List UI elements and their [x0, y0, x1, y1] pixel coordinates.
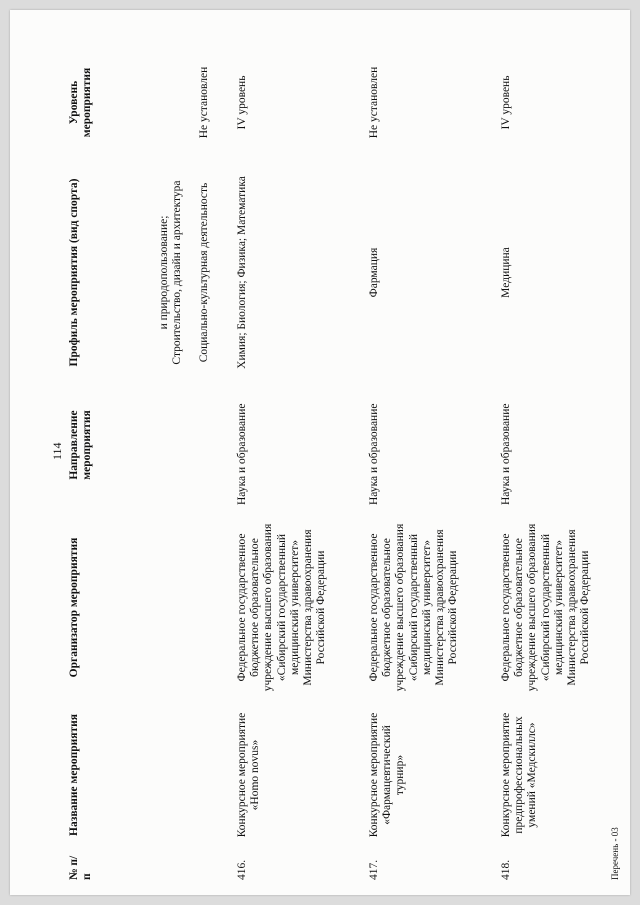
organizer-cell: Федеральное государственное бюджетное образовательное учреждение высшего образования «Сибирский государственный медицинский университет» Министерства здравоохранения Российской Федерации [236, 523, 328, 692]
profile-line: Химия; Биология; Физика; Математика [236, 176, 248, 369]
name-cell: Конкурсное мероприятие предпрофессиональных умений «Медскиллс» [500, 712, 539, 838]
num-cell: 418. [500, 859, 512, 880]
header-num: № п/п [68, 855, 94, 880]
profile-cell [368, 175, 381, 370]
profile-cell [198, 175, 211, 370]
document-page [10, 10, 630, 895]
level-cell: Не установлен [368, 66, 380, 139]
level-cell: IV уровень [500, 75, 512, 130]
direction-cell: Наука и образование [236, 403, 248, 505]
profile-line: и природопользование; [158, 215, 170, 330]
organizer-cell: Федеральное государственное бюджетное образовательное учреждение высшего образования «Сибирский государственный медицинский университет» Министерства здравоохранения Российской Федерации [368, 523, 460, 692]
header-organizer: Организатор мероприятия [68, 537, 80, 678]
header-direction: Направление мероприятия [68, 410, 94, 480]
level-cell: IV уровень [236, 75, 248, 130]
direction-cell: Наука и образование [368, 403, 380, 505]
rotated-content [50, 40, 630, 880]
organizer-cell: Федеральное государственное бюджетное образовательное учреждение высшего образования «Сибирский государственный медицинский университет» Министерства здравоохранения Российской Федерации [500, 523, 592, 692]
page-number: 114 [50, 442, 64, 460]
profile-line: Строительство, дизайн и архитектура [171, 180, 184, 365]
profile-line: Социально-культурная деятельность [198, 182, 210, 363]
num-cell: 417. [368, 859, 380, 880]
name-cell: Конкурсное мероприятие «Фармацевтический турнир» [368, 712, 407, 838]
header-profile: Профиль мероприятия (вид спорта) [68, 178, 80, 367]
profile-line: Медицина [500, 247, 512, 298]
profile-cell [236, 175, 249, 370]
num-cell: 416. [236, 859, 248, 880]
profile-cell [500, 175, 513, 370]
header-name: Название мероприятия [68, 714, 80, 836]
header-level: Уровень мероприятия [68, 67, 94, 138]
footer-code: Перечень - 03 [610, 827, 620, 880]
level-cell: Не установлен [198, 66, 210, 139]
profile-line: Фармация [368, 247, 380, 298]
direction-cell: Наука и образование [500, 403, 512, 505]
table-header [68, 40, 150, 880]
profile-cell [158, 175, 184, 370]
name-cell: Конкурсное мероприятие «Homo novus» [236, 712, 262, 838]
